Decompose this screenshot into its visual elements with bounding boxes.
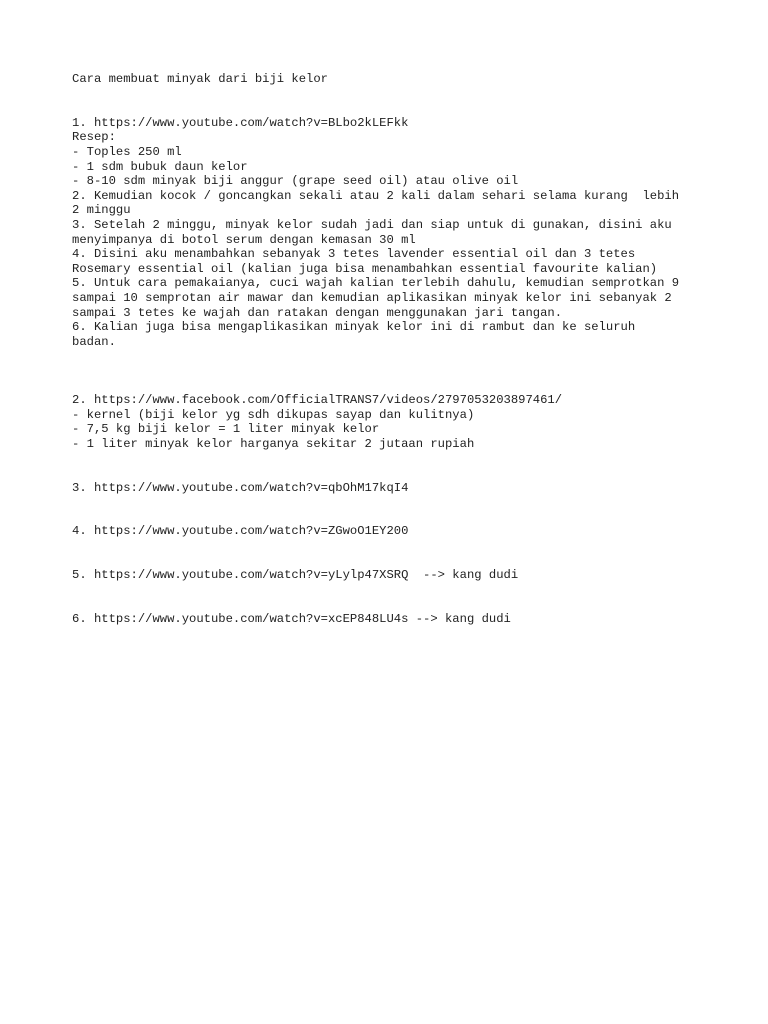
spacer xyxy=(72,451,712,480)
link-3-line: 3. https://www.youtube.com/watch?v=qbOhM17kqI4 xyxy=(72,480,409,495)
step-line: 3. Setelah 2 minggu, minyak kelor sudah jadi dan siap untuk di gunakan, disini aku xyxy=(72,217,672,232)
recipe-item: - Toples 250 ml xyxy=(72,144,182,159)
step-line: 2 minggu xyxy=(72,203,131,218)
link-6-line: 6. https://www.youtube.com/watch?v=xcEP848LU4s --> kang dudi xyxy=(72,611,511,626)
step-line: 4. Disini aku menambahkan sebanyak 3 tetes lavender essential oil dan 3 tetes xyxy=(72,247,636,262)
document-page xyxy=(72,72,712,627)
step-line: sampai 3 tetes ke wajah dan ratakan dengan menggunakan jari tangan. xyxy=(72,305,563,320)
note-line: - 1 liter minyak kelor harganya sekitar 2 jutaan rupiah xyxy=(72,436,475,451)
spacer xyxy=(72,495,712,524)
step-line: sampai 10 semprotan air mawar dan kemudian aplikasikan minyak kelor ini sebanyak 2 xyxy=(72,290,672,305)
note-line: - kernel (biji kelor yg sdh dikupas sayap dan kulitnya) xyxy=(72,407,475,422)
step-line: menyimpanya di botol serum dengan kemasan 30 ml xyxy=(72,232,416,247)
step-line: Rosemary essential oil (kalian juga bisa menambahkan essential favourite kalian) xyxy=(72,261,658,276)
link-1-line: 1. https://www.youtube.com/watch?v=BLbo2kLEFkk xyxy=(72,115,409,130)
note-line: - 7,5 kg biji kelor = 1 liter minyak kelor xyxy=(72,422,380,437)
step-line: 2. Kemudian kocok / goncangkan sekali atau 2 kali dalam sehari selama kurang lebih xyxy=(72,188,680,203)
step-line: badan. xyxy=(72,334,116,349)
spacer xyxy=(72,87,712,116)
link-5-line: 5. https://www.youtube.com/watch?v=yLylp47XSRQ --> kang dudi xyxy=(72,568,519,583)
spacer xyxy=(72,349,712,393)
document-title: Cara membuat minyak dari biji kelor xyxy=(72,72,328,86)
section-1 xyxy=(72,116,712,350)
section-2 xyxy=(72,393,712,451)
link-2-line: 2. https://www.facebook.com/OfficialTRANS7/videos/2797053203897461/ xyxy=(72,393,563,408)
spacer xyxy=(72,583,712,612)
recipe-heading: Resep: xyxy=(72,130,116,145)
recipe-item: - 1 sdm bubuk daun kelor xyxy=(72,159,248,174)
recipe-item: - 8-10 sdm minyak biji anggur (grape seed oil) atau olive oil xyxy=(72,174,519,189)
link-4-line: 4. https://www.youtube.com/watch?v=ZGwoO1EY200 xyxy=(72,524,409,539)
step-line: 5. Untuk cara pemakaianya, cuci wajah kalian terlebih dahulu, kemudian semprotkan 9 xyxy=(72,276,680,291)
step-line: 6. Kalian juga bisa mengaplikasikan minyak kelor ini di rambut dan ke seluruh xyxy=(72,320,636,335)
spacer xyxy=(72,539,712,568)
